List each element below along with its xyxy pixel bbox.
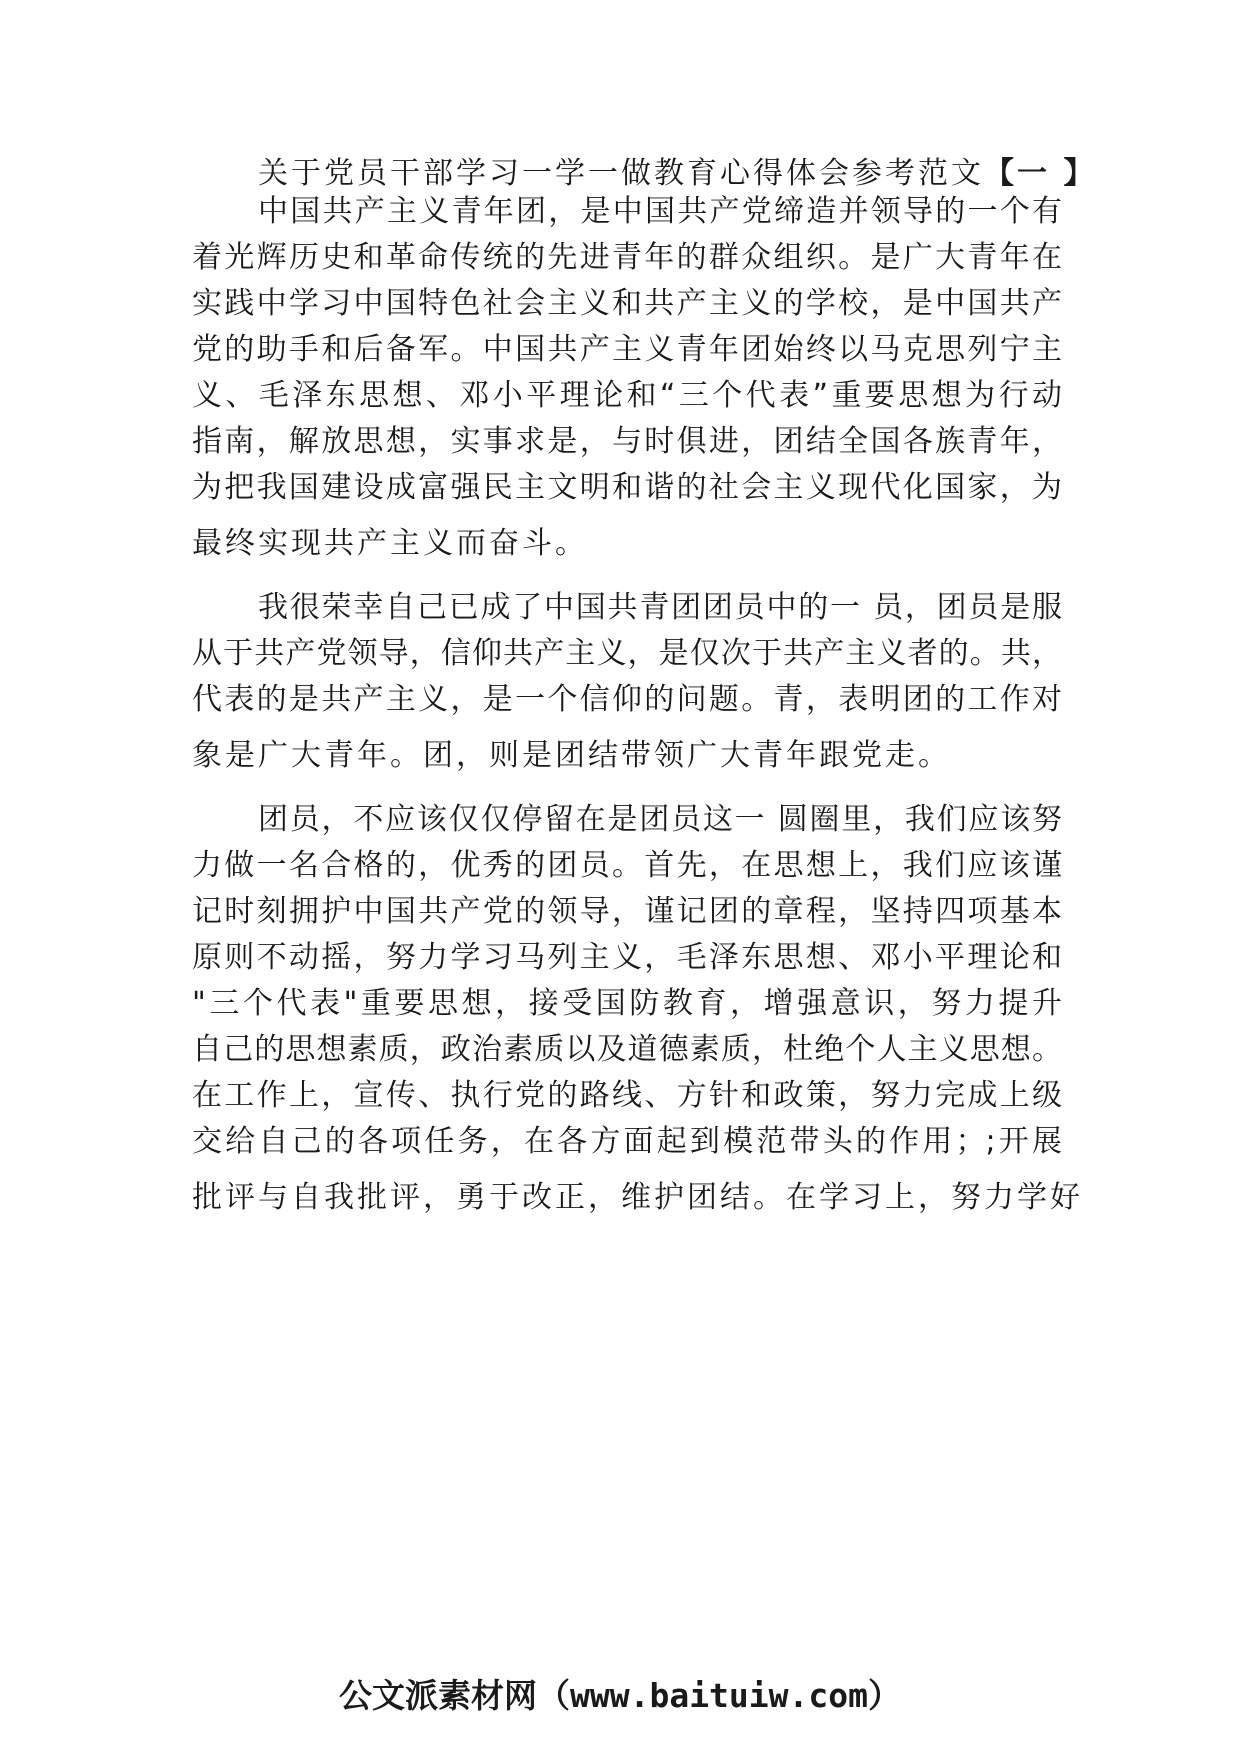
paragraph-line: 中国共产主义青年团，是中国共产党缔造并领导的一个有	[258, 194, 1062, 229]
paragraph-line: 记时刻拥护中国共产党的领导，谨记团的章程，坚持四项基本	[192, 894, 1062, 929]
paragraph-line: 义、毛泽东思想、邓小平理论和“三个代表”重要思想为行动	[192, 378, 1062, 413]
paragraph-line: 最终实现共产主义而奋斗。	[192, 526, 588, 561]
footer-site-name: 公文派素材网	[338, 1676, 537, 1715]
footer-url[interactable]: （www.baituiw.com）	[536, 1676, 901, 1715]
paragraph-line: 代表的是共产主义，是一个信仰的问题。青，表明团的工作对	[192, 682, 1062, 717]
title-text: 关于党员干部学习一学一做教育心得体会参考范文	[258, 156, 984, 191]
paragraph-line: 我很荣幸自己已成了中国共青团团员中的一 员，团员是服	[258, 590, 1062, 625]
paragraph-line: "三个代表"重要思想，接受国防教育，增强意识，努力提升	[192, 986, 1062, 1021]
paragraph-line: 党的助手和后备军。中国共产主义青年团始终以马克思列宁主	[192, 332, 1062, 367]
paragraph-line: 批评与自我批评，勇于改正，维护团结。在学习上，努力学好	[192, 1180, 1083, 1215]
paragraph-line: 自己的思想素质，政治素质以及道德素质，杜绝个人主义思想。	[192, 1032, 1062, 1067]
paragraph-line: 力做一名合格的，优秀的团员。首先，在思想上，我们应该谨	[192, 848, 1062, 883]
paragraph-line: 在工作上，宣传、执行党的路线、方针和政策，努力完成上级	[192, 1078, 1062, 1113]
paragraph-line: 着光辉历史和革命传统的先进青年的群众组织。是广大青年在	[192, 240, 1062, 275]
paragraph-line: 团员，不应该仅仅停留在是团员这一 圆圈里，我们应该努	[258, 802, 1062, 837]
paragraph-line: 从于共产党领导，信仰共产主义，是仅次于共产主义者的。共，	[192, 636, 1062, 671]
title-number: 【一 】	[984, 156, 1097, 191]
page-footer	[0, 1672, 1240, 1720]
paragraph-line: 实践中学习中国特色社会主义和共产主义的学校，是中国共产	[192, 286, 1062, 321]
paragraph-line: 为把我国建设成富强民主文明和谐的社会主义现代化国家，为	[192, 470, 1062, 505]
paragraph-line: 指南，解放思想，实事求是，与时俱进，团结全国各族青年，	[192, 424, 1062, 459]
paragraph-line: 交给自己的各项任务，在各方面起到模范带头的作用；;开展	[192, 1124, 1062, 1159]
paragraph-line: 象是广大青年。团，则是团结带领广大青年跟党走。	[192, 738, 951, 773]
paragraph-line: 原则不动摇，努力学习马列主义，毛泽东思想、邓小平理论和	[192, 940, 1062, 975]
